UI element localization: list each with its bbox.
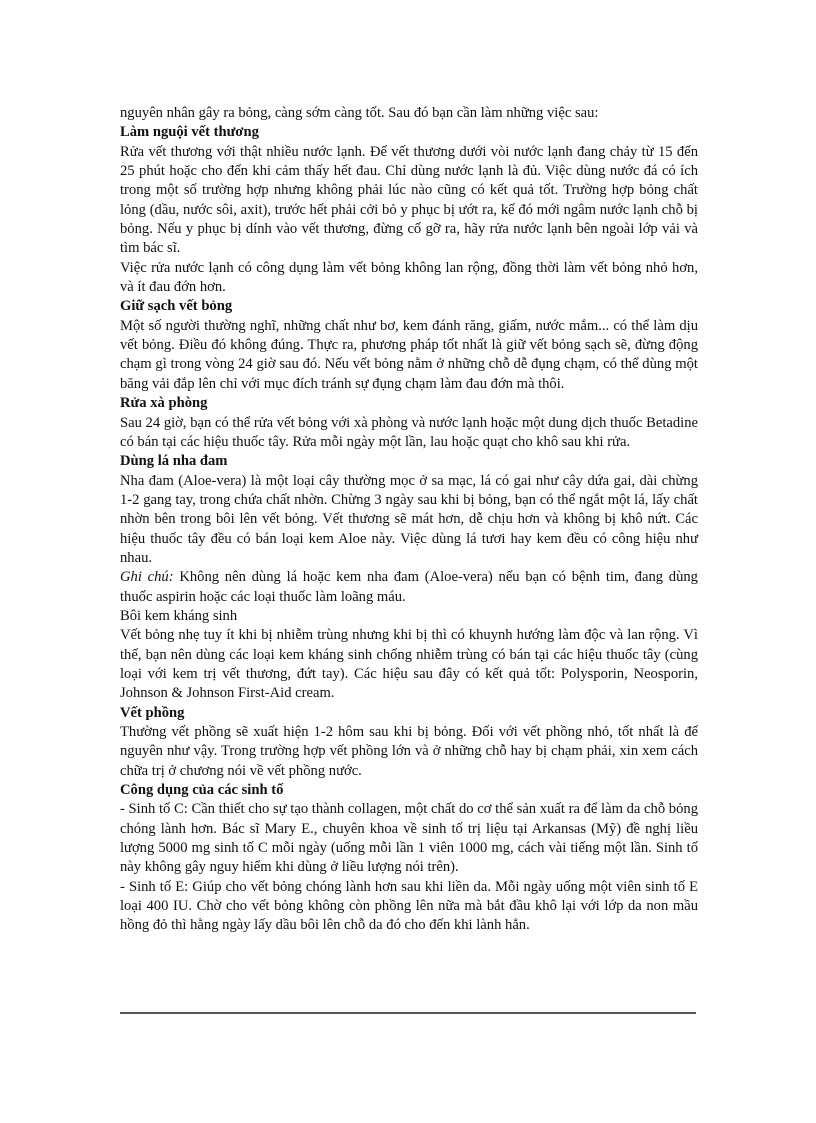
intro-paragraph: nguyên nhân gây ra bỏng, càng sớm càng tốt. Sau đó bạn cần làm những việc sau: (120, 105, 599, 121)
vitamin-c-paragraph: - Sinh tố C: Cần thiết cho sự tạo thành collagen, một chất do cơ thể sản xuất ra để làm da chỗ bỏng chóng lành hơn. Bác sĩ Mary E., chuyên khoa về sinh tố trị liệu tại Arkansas (Mỹ) đề nghị liều lượng 5000 mg sinh tố C mỗi ngày (uống mỗi lần 1 viên 1000 mg, cách vài tiếng một lần. Sinh tố này không gây nguy hiểm khi dùng ở liều lượng nói trên). (120, 801, 698, 876)
vitamin-e-paragraph: - Sinh tố E: Giúp cho vết bỏng chóng lành hơn sau khi liền da. Mỗi ngày uống một viên sinh tố E loại 400 IU. Chờ cho vết bỏng không còn phồng lên nữa mà bắt đầu khô lại với lớp da non mầu hồng đỏ thì hằng ngày lấy dầu bôi lên chỗ da đó cho đến khi lành hẳn. (120, 878, 698, 934)
heading-vitamins: Công dụng của các sinh tố (120, 782, 284, 799)
heading-cooling: Làm nguội vết thương (120, 124, 259, 141)
heading-soap: Rửa xà phòng (120, 395, 208, 412)
clean-paragraph: Một số người thường nghĩ, những chất như bơ, kem đánh răng, giấm, nước mắm... có thể làm dịu vết bỏng. Điều đó không đúng. Thực ra, phương pháp tốt nhất là giữ vết bỏng sạch sẽ, đừng động chạm gì trong vòng 24 giờ sau đó. Nếu vết bỏng nằm ở những chỗ dễ đụng chạm, có thể dùng một băng vải đắp lên chỉ với mục đích tránh sự đụng chạm làm đau đớn mà thôi. (120, 317, 698, 392)
soap-paragraph: Sau 24 giờ, bạn có thể rửa vết bỏng với xà phòng và nước lạnh hoặc một dung dịch thuốc Betadine có bán tại các hiệu thuốc tây. Rửa mỗi ngày một lần, lau hoặc quạt cho khô sau khi rửa. (120, 414, 698, 450)
aloe-paragraph: Nha đam (Aloe-vera) là một loại cây thường mọc ở sa mạc, lá có gai như cây dứa gai, dài chừng 1-2 gang tay, trong chứa chất nhờn. Chừng 3 ngày sau khi bị bỏng, bạn có thể ngắt một lá, lấy chất nhờn bên trong bôi lên vết bỏng. Vết thương sẽ mát hơn, dễ chịu hơn và không bị khô nứt. Các hiệu thuốc tây đều có bán loại kem Aloe này. Việc dùng lá tươi hay kem đều có công hiệu như nhau. (120, 472, 698, 566)
heading-blister: Vết phồng (120, 704, 185, 721)
note-label: Ghi chú: (120, 569, 174, 586)
cooling-paragraph-1: Rửa vết thương với thật nhiều nước lạnh. Để vết thương dưới vòi nước lạnh đang chảy từ 15 đến 25 phút hoặc cho đến khi cảm thấy hết đau. Chỉ dùng nước lạnh là đủ. Việc dùng nước đá có ích trong một số trường hợp nhưng không phải lúc nào cũng có kết quả tốt. Trường hợp bỏng chất lỏng (dầu, nước sôi, axit), trước hết phải cởi bỏ y phục bị ướt ra, kế đó mới ngâm nước lạnh chỗ bị bỏng. Nếu y phục bị dính vào vết thương, đừng cố gỡ ra, hãy rửa nước lạnh bên ngoài lớp vải và tìm bác sĩ. (120, 143, 698, 257)
antibiotic-paragraph: Vết bỏng nhẹ tuy ít khi bị nhiễm trùng nhưng khi bị thì có khuynh hướng làm độc và lan rộng. Vì thế, bạn nên dùng các loại kem kháng sinh chống nhiễm trùng có bán tại các hiệu thuốc tây (cùng loại với kem trị vết thương, đứt tay). Các hiệu sau đây có kết quả tốt: Polysporin, Neosporin, Johnson & Johnson First-Aid cream. (120, 627, 698, 702)
heading-clean: Giữ sạch vết bỏng (120, 298, 233, 315)
heading-antibiotic: Bôi kem kháng sinh (120, 607, 238, 624)
document-page (120, 104, 698, 936)
note-text: Không nên dùng lá hoặc kem nha đam (Aloe-vera) nếu bạn có bệnh tim, đang dùng thuốc aspirin hoặc các loại thuốc làm loãng máu. (120, 569, 698, 605)
heading-aloe: Dùng lá nha đam (120, 453, 228, 470)
blister-paragraph: Thường vết phồng sẽ xuất hiện 1-2 hôm sau khi bị bỏng. Đối với vết phồng nhỏ, tốt nhất là để nguyên như vậy. Trong trường hợp vết phồng lớn và ở những chỗ hay bị chạm phải, xin xem cách chữa trị ở chương nói về vết phồng nước. (120, 724, 698, 779)
cooling-paragraph-2: Việc rửa nước lạnh có công dụng làm vết bỏng không lan rộng, đồng thời làm vết bỏng nhỏ hơn, và ít đau đớn hơn. (120, 259, 698, 296)
aloe-note (120, 568, 698, 607)
footer-divider (120, 1012, 696, 1014)
